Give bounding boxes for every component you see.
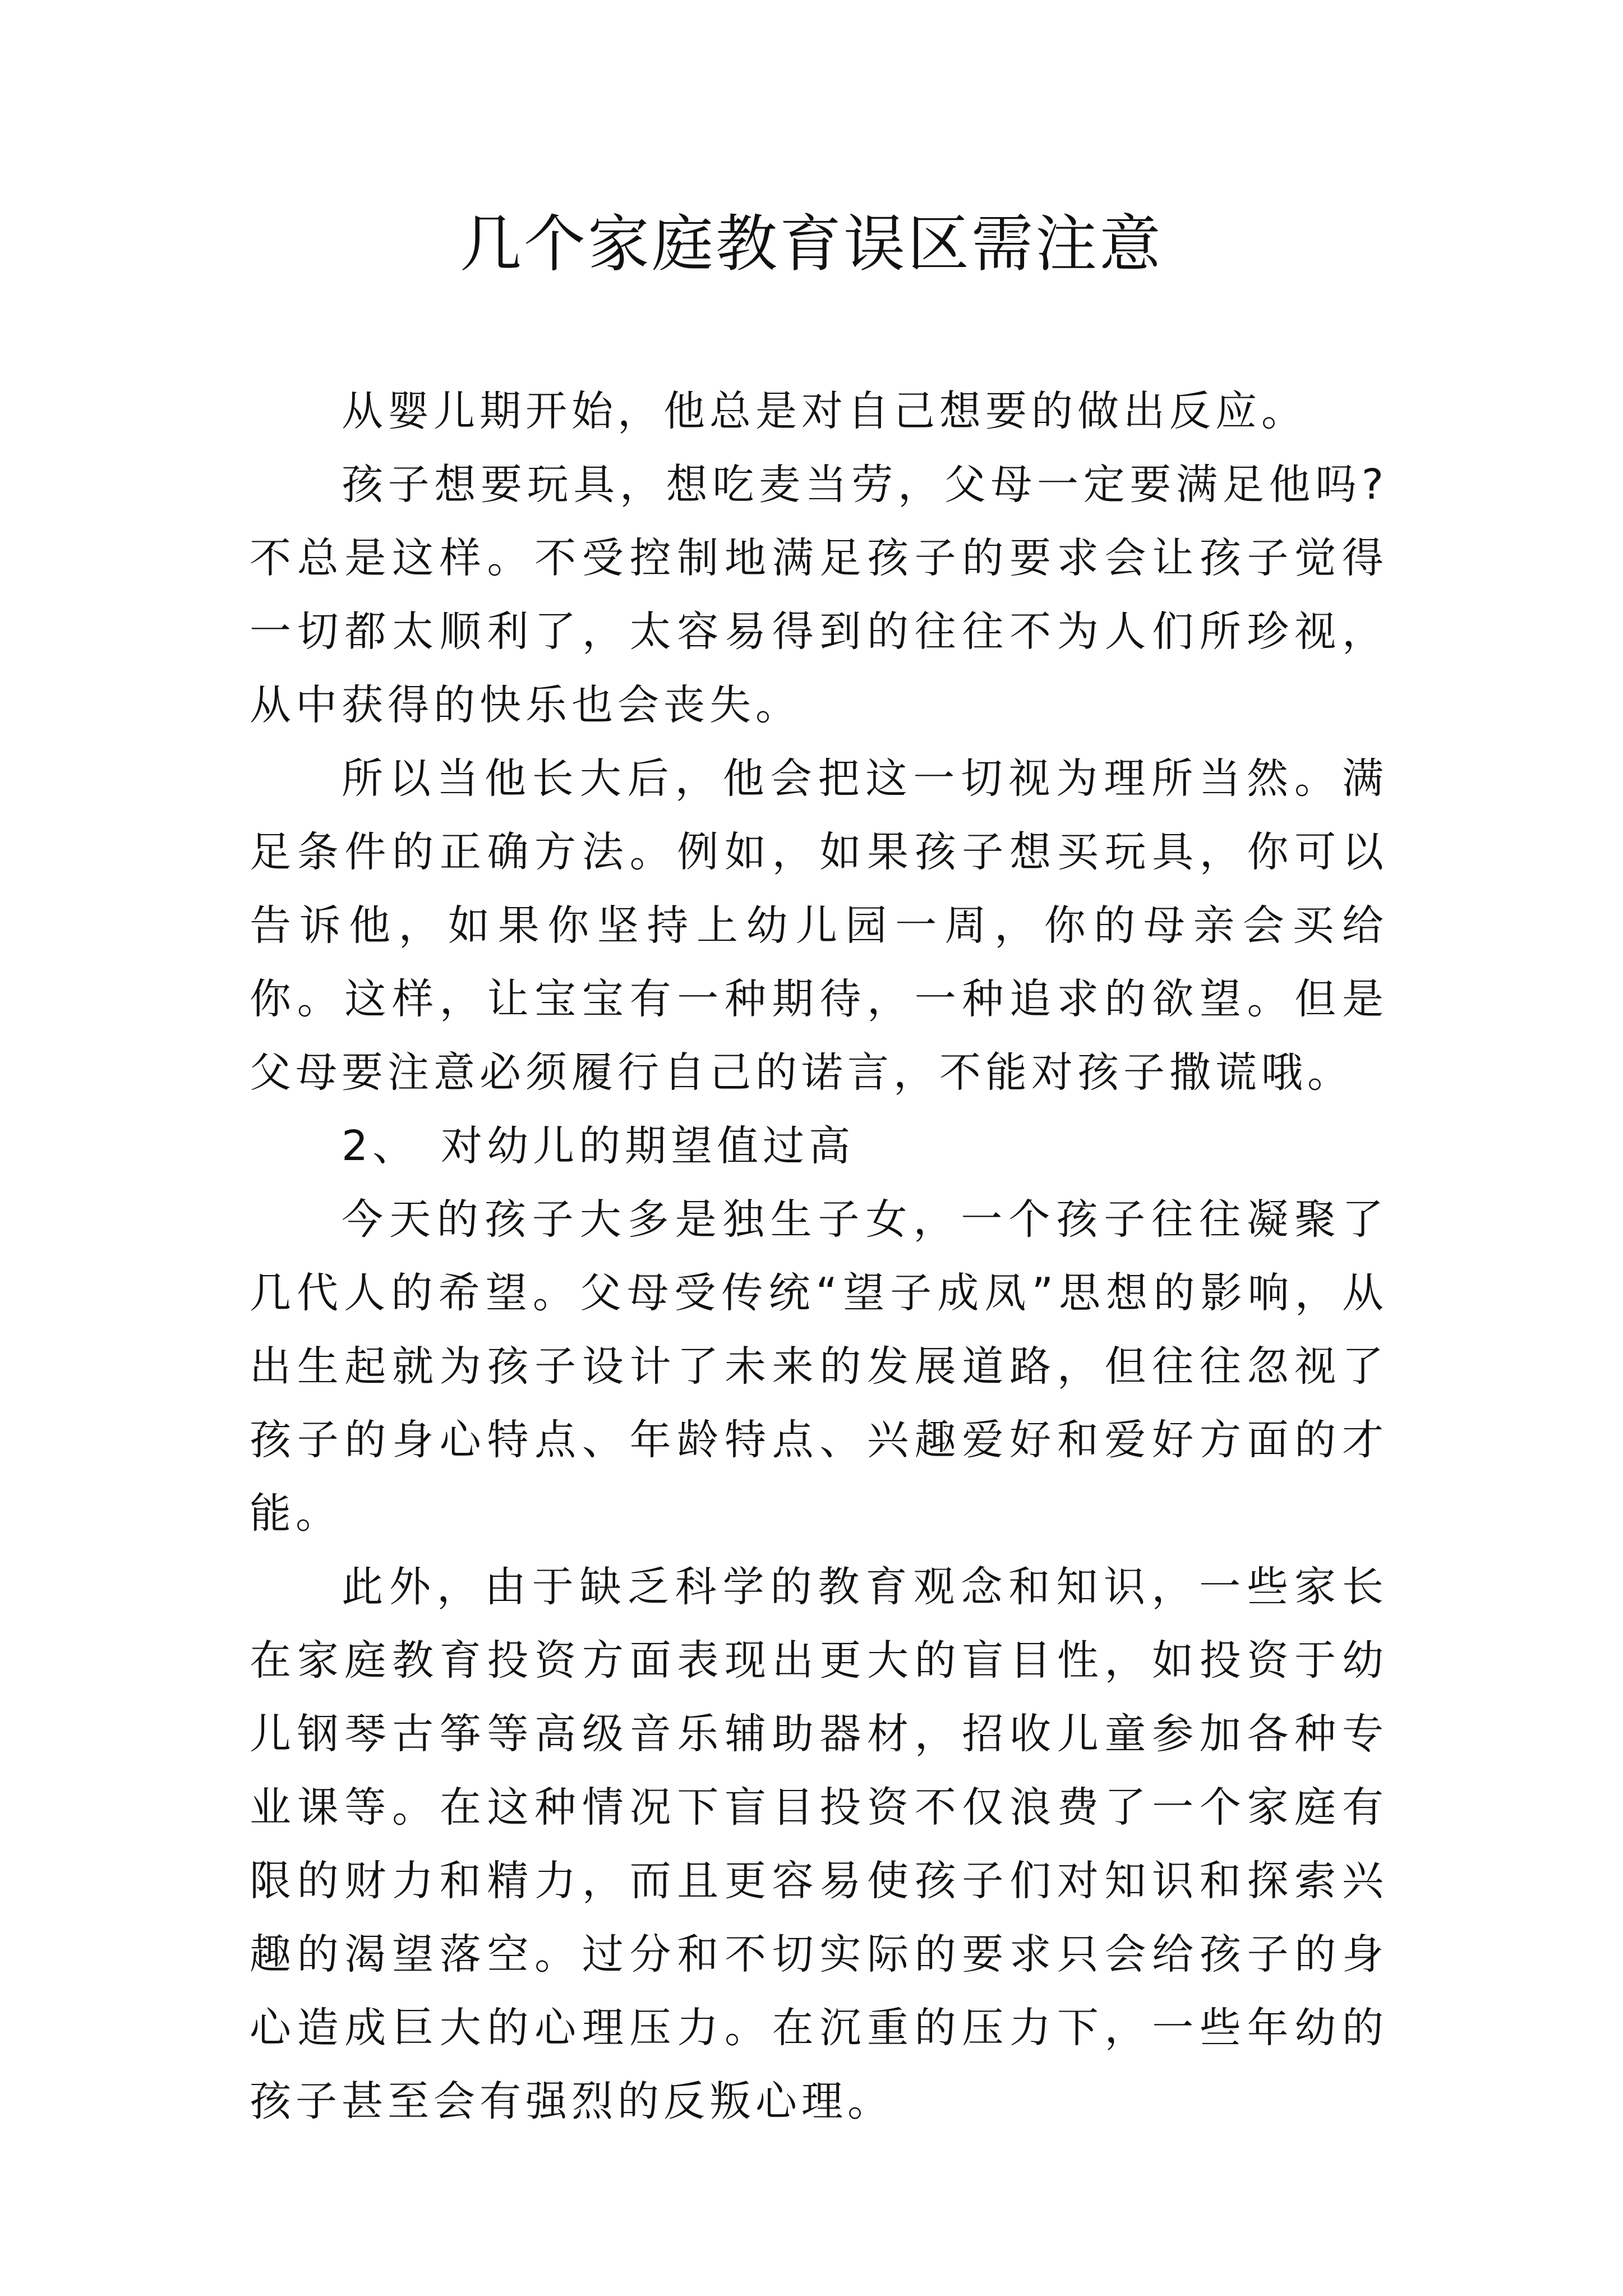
paragraph: 从婴儿期开始，他总是对自己想要的做出反应。	[342, 387, 1307, 435]
paragraph: 所以当他长大后，他会把这一切视为理所当然。满足条件的正确方法。例如，如果孩子想买玩具，你可以告诉他，如果你坚持上幼儿园一周，你的母亲会买给你。这样，让宝宝有一种期待，一种追求的欲望。但是父母要注意必须履行自己的诺言，不能对孩子撒谎哦。	[250, 754, 1388, 1097]
paragraph: 今天的孩子大多是独生子女，一个孩子往往凝聚了几代人的希望。父母受传统“望子成凤”思想的影响，从出生起就为孩子设计了未来的发展道路，但往往忽视了孩子的身心特点、年龄特点、兴趣爱好和爱好方面的才能。	[250, 1195, 1388, 1538]
paragraph: 此外，由于缺乏科学的教育观念和知识，一些家长在家庭教育投资方面表现出更大的盲目性，如投资于幼儿钢琴古筝等高级音乐辅助器材，招收儿童参加各种专业课等。在这种情况下盲目投资不仅浪费了一个家庭有限的财力和精力，而且更容易使孩子们对知识和探索兴趣的渴望落空。过分和不切实际的要求只会给孩子的身心造成巨大的心理压力。在沉重的压力下，一些年幼的孩子甚至会有强烈的反叛心理。	[250, 1563, 1388, 2125]
document-body	[250, 375, 1388, 2138]
section-heading	[250, 1110, 1388, 1183]
paragraph: 孩子想要玩具，想吃麦当劳，父母一定要满足他吗?不总是这样。不受控制地满足孩子的要求会让孩子觉得一切都太顺利了，太容易得到的往往不为人们所珍视，从中获得的快乐也会丧失。	[250, 461, 1388, 729]
section-heading-text: 对幼儿的期望值过高	[441, 1122, 855, 1170]
document-title: 几个家庭教育误区需注意	[460, 208, 1163, 280]
section-number: 2、	[342, 1122, 419, 1170]
